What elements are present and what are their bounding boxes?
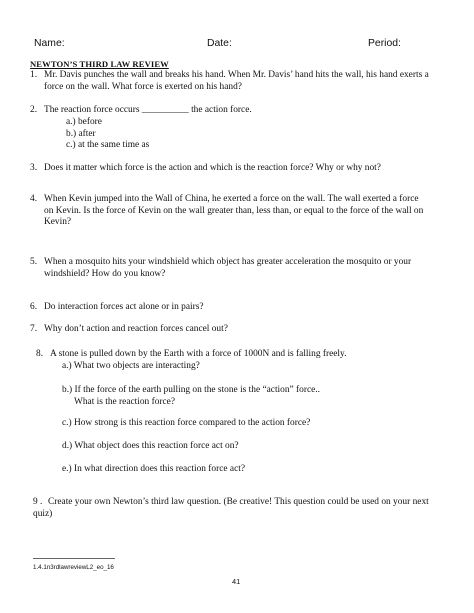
question-text-continued: quiz) bbox=[33, 508, 53, 519]
question-number: 2. bbox=[30, 105, 38, 115]
question-8-part-c: c.) How strong is this reaction force compared to the action force? bbox=[62, 418, 311, 428]
question-text-continued: Kevin? bbox=[44, 217, 72, 227]
question-text: The reaction force occurs __________ the action force. bbox=[44, 105, 252, 115]
period-label: Period: bbox=[368, 38, 401, 49]
question-number: 5. bbox=[30, 257, 38, 267]
question-number: 7. bbox=[30, 324, 38, 334]
question-text: Create your own Newton’s third law question. (Be creative! This question could be used on your next bbox=[48, 497, 429, 507]
worksheet-title: NEWTON’S THIRD LAW REVIEW bbox=[30, 59, 169, 69]
footnote-divider bbox=[33, 558, 115, 559]
question-8-part-b bbox=[62, 385, 320, 408]
option-a: a.) before bbox=[66, 117, 102, 127]
question-number: 9 . bbox=[33, 497, 43, 507]
question-text: When Kevin jumped into the Wall of China, he exerted a force on the wall. The wall exerted a force bbox=[44, 194, 419, 204]
option-b: b.) after bbox=[66, 128, 96, 139]
part-b-text-continued: What is the reaction force? bbox=[74, 396, 175, 407]
question-text: Why don’t action and reaction forces cancel out? bbox=[44, 324, 228, 334]
question-text: A stone is pulled down by the Earth with a force of 1000N and is falling freely. bbox=[50, 349, 347, 359]
question-1 bbox=[30, 70, 429, 93]
question-number: 3. bbox=[30, 163, 38, 173]
question-2-options bbox=[66, 117, 149, 152]
question-text-continued: force on the wall. What force is exerted on his hand? bbox=[44, 81, 242, 92]
question-9 bbox=[33, 497, 429, 520]
question-2 bbox=[30, 105, 252, 117]
question-8-part-e: e.) In what direction does this reaction force act? bbox=[62, 464, 245, 474]
option-c: c.) at the same time as bbox=[66, 140, 150, 150]
question-text: Do interaction forces act alone or in pairs? bbox=[44, 302, 204, 312]
name-label: Name: bbox=[34, 38, 65, 49]
question-number: 6. bbox=[30, 302, 38, 312]
question-text: Mr. Davis punches the wall and breaks his hand. When Mr. Davis’ hand hits the wall, his hand exerts a bbox=[44, 70, 429, 80]
footnote: 1.4.1n3rdlawreviewL2_eo_16 bbox=[33, 564, 114, 571]
question-3 bbox=[30, 163, 381, 175]
question-number: 4. bbox=[30, 194, 38, 204]
question-8-part-d: d.) What object does this reaction force act on? bbox=[62, 441, 239, 451]
date-label: Date: bbox=[207, 38, 232, 49]
question-text: When a mosquito hits your windshield which object has greater acceleration the mosquito or your bbox=[44, 257, 412, 267]
question-text: Does it matter which force is the action and which is the reaction force? Why or why not? bbox=[44, 163, 381, 173]
question-7 bbox=[30, 324, 228, 336]
question-5 bbox=[30, 257, 411, 280]
question-8 bbox=[36, 349, 346, 361]
question-4 bbox=[30, 194, 423, 229]
question-number: 8. bbox=[36, 349, 44, 359]
question-text-continued: windshield? How do you know? bbox=[44, 268, 166, 279]
part-b-text: b.) If the force of the earth pulling on the stone is the “action” force.. bbox=[62, 385, 320, 395]
question-8-part-a: a.) What two objects are interacting? bbox=[62, 361, 200, 371]
question-text-continued: on Kevin. Is the force of Kevin on the wall greater than, less than, or equal to the force of the wall on bbox=[44, 205, 424, 216]
question-6 bbox=[30, 302, 204, 314]
question-number: 1. bbox=[30, 70, 38, 80]
page-number: 41 bbox=[232, 577, 241, 586]
